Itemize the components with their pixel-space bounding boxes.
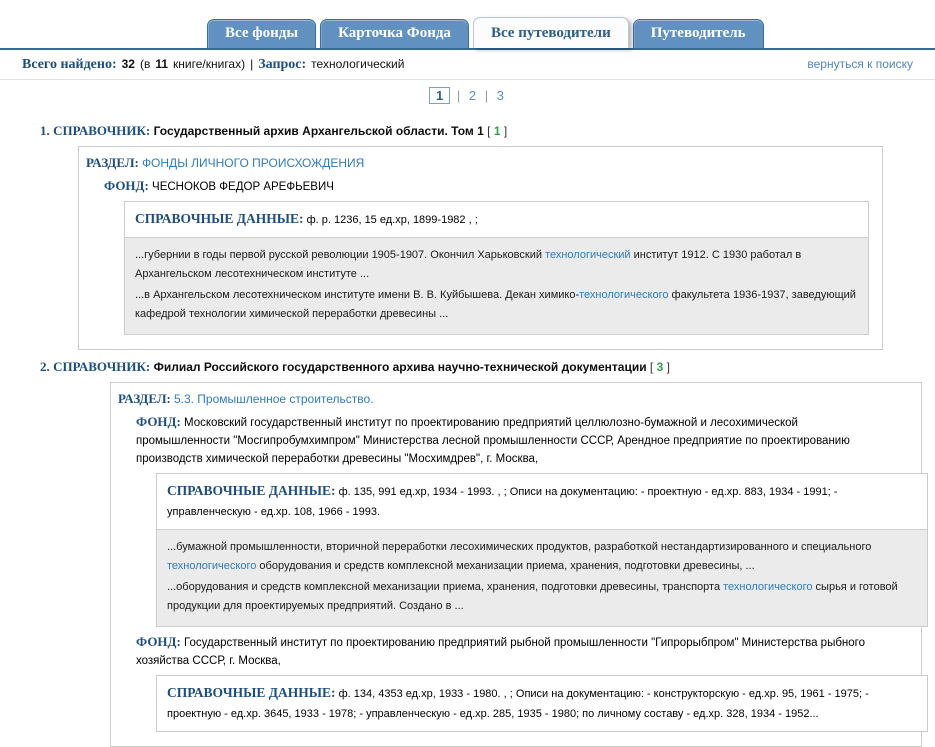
pagination [0,80,935,110]
tab-bar [0,0,935,50]
result-count: 3 [656,360,664,374]
result-heading [40,359,935,375]
snippet-line [135,286,858,324]
reference-data-box [156,473,928,530]
reference-data-text: ф. 134, 4353 ед.хр, 1933 - 1980. , ; Описи на документацию: - конструкторскую - ед.хр. 95, 1961 - 1975; - проектную - ед.хр. 3645, 1933 - 1978; - управленческую - ед.хр. 285, 1935 - 1980; по личному составу - ед.хр. 328, 1934 - 1952... [167,688,869,720]
result-title: Государственный архив Архангельской области. Том 1 [153,124,484,138]
section-label: РАЗДЕЛ: [118,391,171,406]
tab-all-fonds[interactable]: Все фонды [207,19,316,48]
snippet-line [135,246,858,284]
snippet-match-link[interactable]: технологического [167,560,257,572]
fond-block [104,177,874,335]
bracket-open: [ [649,360,654,374]
fond-line [136,633,913,670]
section-link[interactable]: 5.3. Промышленное строительство. [173,392,374,406]
bracket-close: ] [666,360,670,374]
snippet-box [156,530,928,627]
snippet-text: факультета 1936-1937, заведующий кафедрой технологии химической переработки древесины ... [135,289,856,320]
snippet-text: ...бумажной промышленности, вторичной переработки лесохимических продуктов, разработкой нестандартизированного и специального [167,541,872,553]
fond-label: ФОНД: [104,178,149,193]
fond-detail [156,675,928,732]
snippet-box [124,238,869,335]
snippet-line [167,578,917,616]
result-heading [40,123,935,139]
fond-block [136,413,913,627]
search-summary-bar [0,50,935,80]
result-number: 2. [40,359,50,374]
fond-label: ФОНД: [136,634,181,649]
page-separator: | [456,88,461,103]
section-label: РАЗДЕЛ: [86,155,139,170]
result-number: 1. [40,123,50,138]
bracket-close: ] [503,124,508,138]
result-type-label: СПРАВОЧНИК: [53,359,151,374]
section-line [118,391,913,407]
books-count: 11 [155,57,169,71]
query-label: Запрос: [258,57,307,72]
fond-line [136,413,913,468]
snippet-match-link[interactable]: технологический [545,249,631,261]
summary-divider: | [250,57,254,71]
snippet-text: ...оборудования и средств комплексной механизации приема, хранения, подготовки древесины, транспорта [167,581,724,593]
bracket-open: [ [487,124,491,138]
snippet-line [167,538,917,576]
fond-label: ФОНД: [136,414,181,429]
fond-detail [124,201,869,335]
snippet-match-link[interactable]: технологического [723,581,813,593]
reference-data-text: ф. р. 1236, 15 ед.хр, 1899-1982 , ; [306,214,478,226]
reference-data-label: СПРАВОЧНЫЕ ДАННЫЕ: [135,211,304,226]
fond-text: Государственный институт по проектированию предприятий рыбной промышленности "Гипрорыбпром" Министерства рыбного хозяйства СССР, г. Москва, [136,637,866,667]
reference-data-label: СПРАВОЧНЫЕ ДАННЫЕ: [167,685,336,700]
tab-guide[interactable]: Путеводитель [633,19,764,48]
snippet-text: институт 1912. С 1930 работал в Архангельском лесотехническом институте ... [135,249,802,280]
tabs-container [207,17,935,48]
page-separator: | [484,88,489,103]
reference-data-box [124,201,869,238]
reference-data-box [156,675,928,732]
page-link-3[interactable]: 3 [496,88,504,103]
tab-fond-card[interactable]: Карточка Фонда [320,19,469,48]
query-value: технологический [311,57,405,71]
result-box [78,146,883,350]
reference-data-label: СПРАВОЧНЫЕ ДАННЫЕ: [167,483,336,498]
in-word: (в [139,57,151,71]
snippet-text: ...губернии в годы первой русской революции 1905-1907. Окончил Харьковский [135,249,546,261]
found-label: Всего найдено: [22,57,117,72]
books-word: книге/книгах) [173,57,246,71]
back-to-search-link[interactable]: вернуться к поиску [807,57,913,71]
fond-detail [156,473,928,627]
snippet-text: сырья и готовой продукции для проектируемых предприятий. Создано в ... [167,581,898,612]
reference-data-text: ф. 135, 991 ед.хр, 1934 - 1993. , ; Описи на документацию: - проектную - ед.хр. 883, 1934 - 1991; - управленческую - ед.хр. 108, 1966 - 1993. [167,486,838,518]
page-current[interactable]: 1 [429,87,450,104]
snippet-text: оборудования и средств комплексной механизации приема, хранения, подготовки древесины, ... [256,560,755,572]
fond-text: ЧЕСНОКОВ ФЕДОР АРЕФЬЕВИЧ [152,181,334,193]
results-list [0,110,935,747]
result-box [110,382,922,747]
result-count: 1 [493,124,501,138]
page-link-2[interactable]: 2 [468,88,477,103]
fond-block [136,633,913,732]
section-line [86,155,874,171]
result-type-label: СПРАВОЧНИК: [53,123,151,138]
fond-line [104,177,874,196]
snippet-match-link[interactable]: технологического [579,289,669,301]
fond-text: Московский государственный институт по проектированию предприятий целлюлозно-бумажной и лесохимической промышленности "Мосгипробумхимпром" Министерства лесной промышленности СССР, Арендное предприятие по проектированию производств химической переработки древесины "Мосхимдрев", г. Москва, [136,417,850,465]
tab-all-guides[interactable]: Все путеводители [473,17,629,48]
snippet-text: ...в Архангельском лесотехническом институте имени В. В. Куйбышева. Декан химико- [135,289,580,301]
result-title: Филиал Российского государственного архива научно-технической документации [153,360,647,374]
section-link[interactable]: ФОНДЫ ЛИЧНОГО ПРОИСХОЖДЕНИЯ [141,156,365,170]
found-count: 32 [121,57,135,71]
